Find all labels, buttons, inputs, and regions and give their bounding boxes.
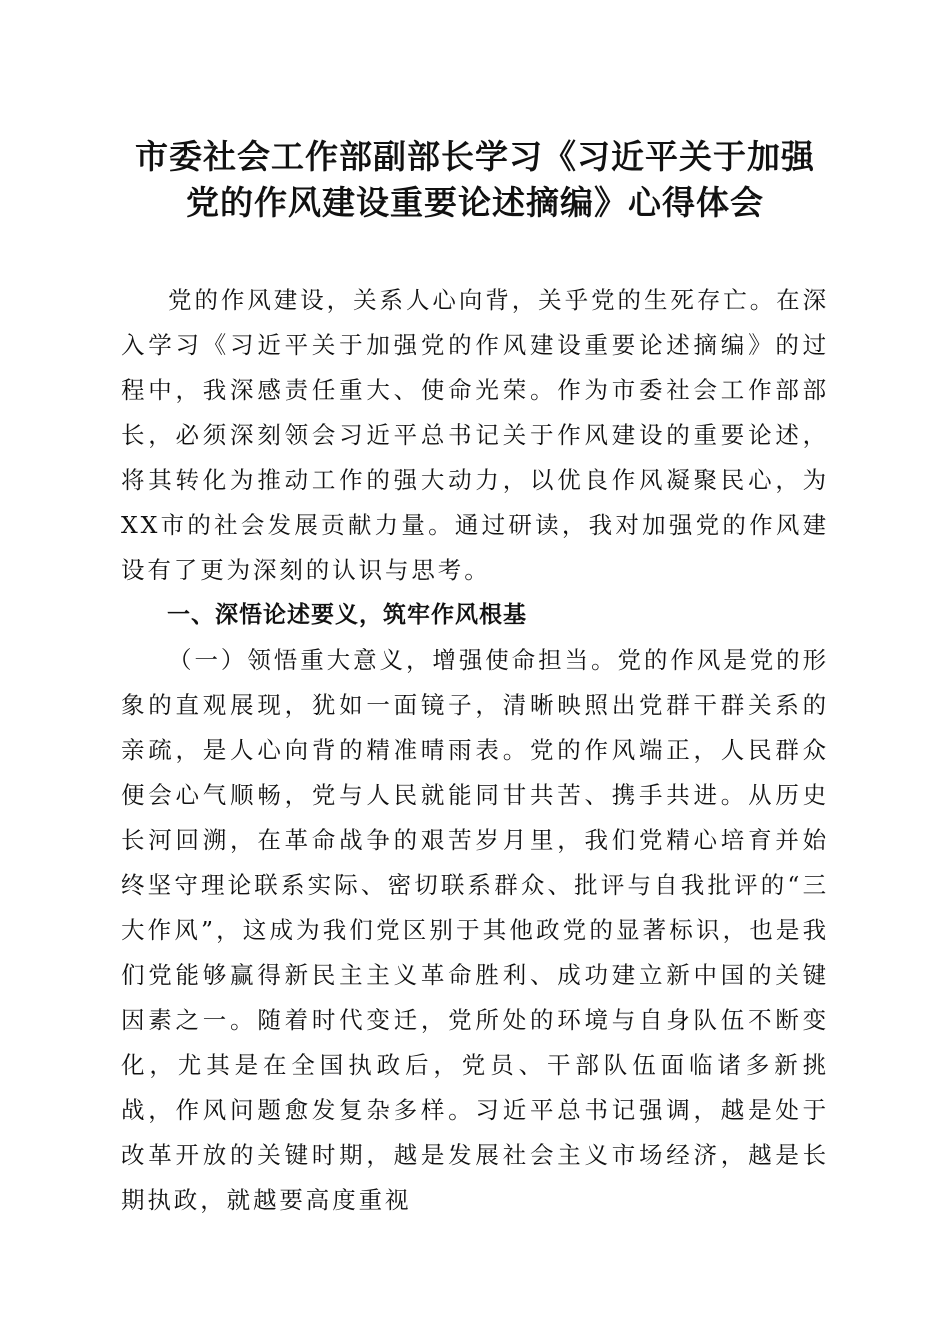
- subsection-body-1: 党的作风是党的形象的直观展现，犹如一面镜子，清晰映照出党群干群关系的亲疏，是人心向背的精准晴雨表。党的作风端正，人民群众便会心气顺畅，党与人民就能同甘共苦、携手共进。从历史长河回溯，在革命战争的艰苦岁月里，我们党精心培育并始终坚守理论联系实际、密切联系群众、批评与自我批评的“三大作风”，这成为我们党区别于其他政党的显著标识，也是我们党能够赢得新民主主义革命胜利、成功建立新中国的关键因素之一。随着时代变迁，党所处的环境与自身队伍不断变化，尤其是在全国执政后，党员、干部队伍面临诸多新挑战，作风问题愈发复杂多样。习近平总书记强调，越是处于改革开放的关键时期，越是发展社会主义市场经济，越是长期执政，就越要高度重视: [121, 646, 829, 1214]
- subsection-heading-1: （一）领悟重大意义，增强使命担当。: [168, 646, 618, 674]
- title-line-2: 党的作风建设重要论述摘编》心得体会: [186, 183, 764, 222]
- document-title: [100, 134, 850, 226]
- document-body: [121, 278, 829, 1223]
- title-line-1: 市委社会工作部副部长学习《习近平关于加强: [135, 137, 815, 176]
- section-heading-1: 一、深悟论述要义，筑牢作风根基: [167, 602, 527, 628]
- intro-paragraph: 党的作风建设，关系人心向背，关乎党的生死存亡。在深入学习《习近平关于加强党的作风建设重要论述摘编》的过程中，我深感责任重大、使命光荣。作为市委社会工作部部长，必须深刻领会习近平总书记关于作风建设的重要论述，将其转化为推动工作的强大动力，以优良作风凝聚民心，为XX市的社会发展贡献力量。通过研读，我对加强党的作风建设有了更为深刻的认识与思考。: [121, 286, 829, 584]
- subsection-paragraph-1: [121, 638, 829, 1223]
